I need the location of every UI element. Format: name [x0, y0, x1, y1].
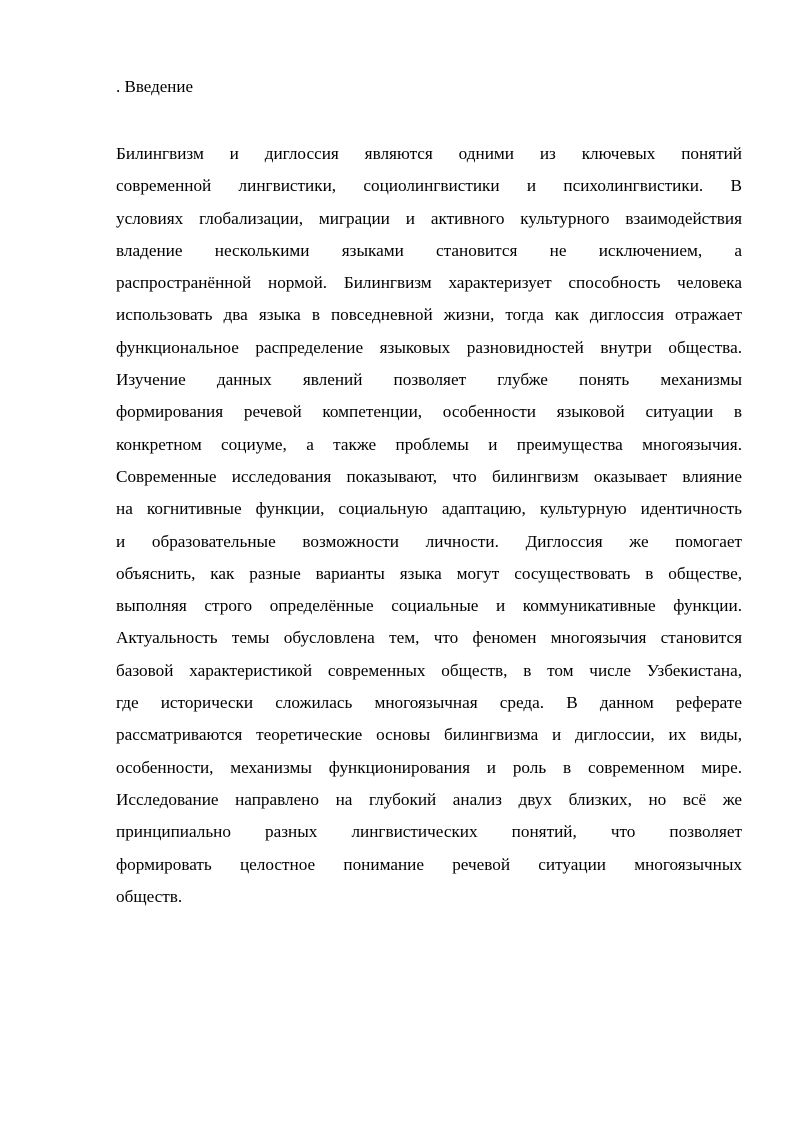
paragraph-line: распространённой нормой. Билингвизм характеризует способность человека: [116, 273, 742, 293]
body-paragraph: [116, 138, 742, 913]
paragraph-line: Современные исследования показывают, что билингвизм оказывает влияние: [116, 466, 742, 486]
paragraph-line: где исторически сложилась многоязычная среда. В данном реферате: [116, 693, 742, 713]
paragraph-line: Исследование направлено на глубокий анализ двух близких, но всё же: [116, 789, 742, 809]
paragraph-line: формировать целостное понимание речевой ситуации многоязычных: [116, 854, 742, 874]
paragraph-line: обществ.: [116, 886, 183, 906]
paragraph-line: условиях глобализации, миграции и активного культурного взаимодействия: [116, 208, 742, 228]
paragraph-line: объяснить, как разные варианты языка могут сосуществовать в обществе,: [116, 563, 742, 583]
paragraph-line: принципиально разных лингвистических понятий, что позволяет: [116, 822, 742, 842]
paragraph-line: формирования речевой компетенции, особенности языковой ситуации в: [116, 402, 742, 422]
paragraph-line: на когнитивные функции, социальную адаптацию, культурную идентичность: [116, 499, 742, 519]
paragraph-line: современной лингвистики, социолингвистики и психолингвистики. В: [116, 176, 742, 196]
paragraph-line: использовать два языка в повседневной жизни, тогда как диглоссия отражает: [116, 305, 742, 325]
paragraph-line: рассматриваются теоретические основы билингвизма и диглоссии, их виды,: [116, 725, 742, 745]
paragraph-line: выполняя строго определённые социальные и коммуникативные функции.: [116, 596, 742, 616]
paragraph-line: Изучение данных явлений позволяет глубже понять механизмы: [116, 370, 742, 390]
paragraph-line: Билингвизм и диглоссия являются одними из ключевых понятий: [116, 144, 742, 163]
paragraph-line: Актуальность темы обусловлена тем, что феномен многоязычия становится: [116, 628, 742, 648]
paragraph-line: владение несколькими языками становится не исключением, а: [116, 240, 742, 260]
paragraph-line: функциональное распределение языковых разновидностей внутри общества.: [116, 337, 742, 357]
section-heading: . Введение: [116, 77, 194, 96]
paragraph-line: особенности, механизмы функционирования и роль в современном мире.: [116, 757, 742, 777]
paragraph-line: базовой характеристикой современных обществ, в том числе Узбекистана,: [116, 660, 742, 680]
paragraph-line: и образовательные возможности личности. Диглоссия же помогает: [116, 531, 742, 551]
paragraph-line: конкретном социуме, а также проблемы и преимущества многоязычия.: [116, 434, 742, 454]
